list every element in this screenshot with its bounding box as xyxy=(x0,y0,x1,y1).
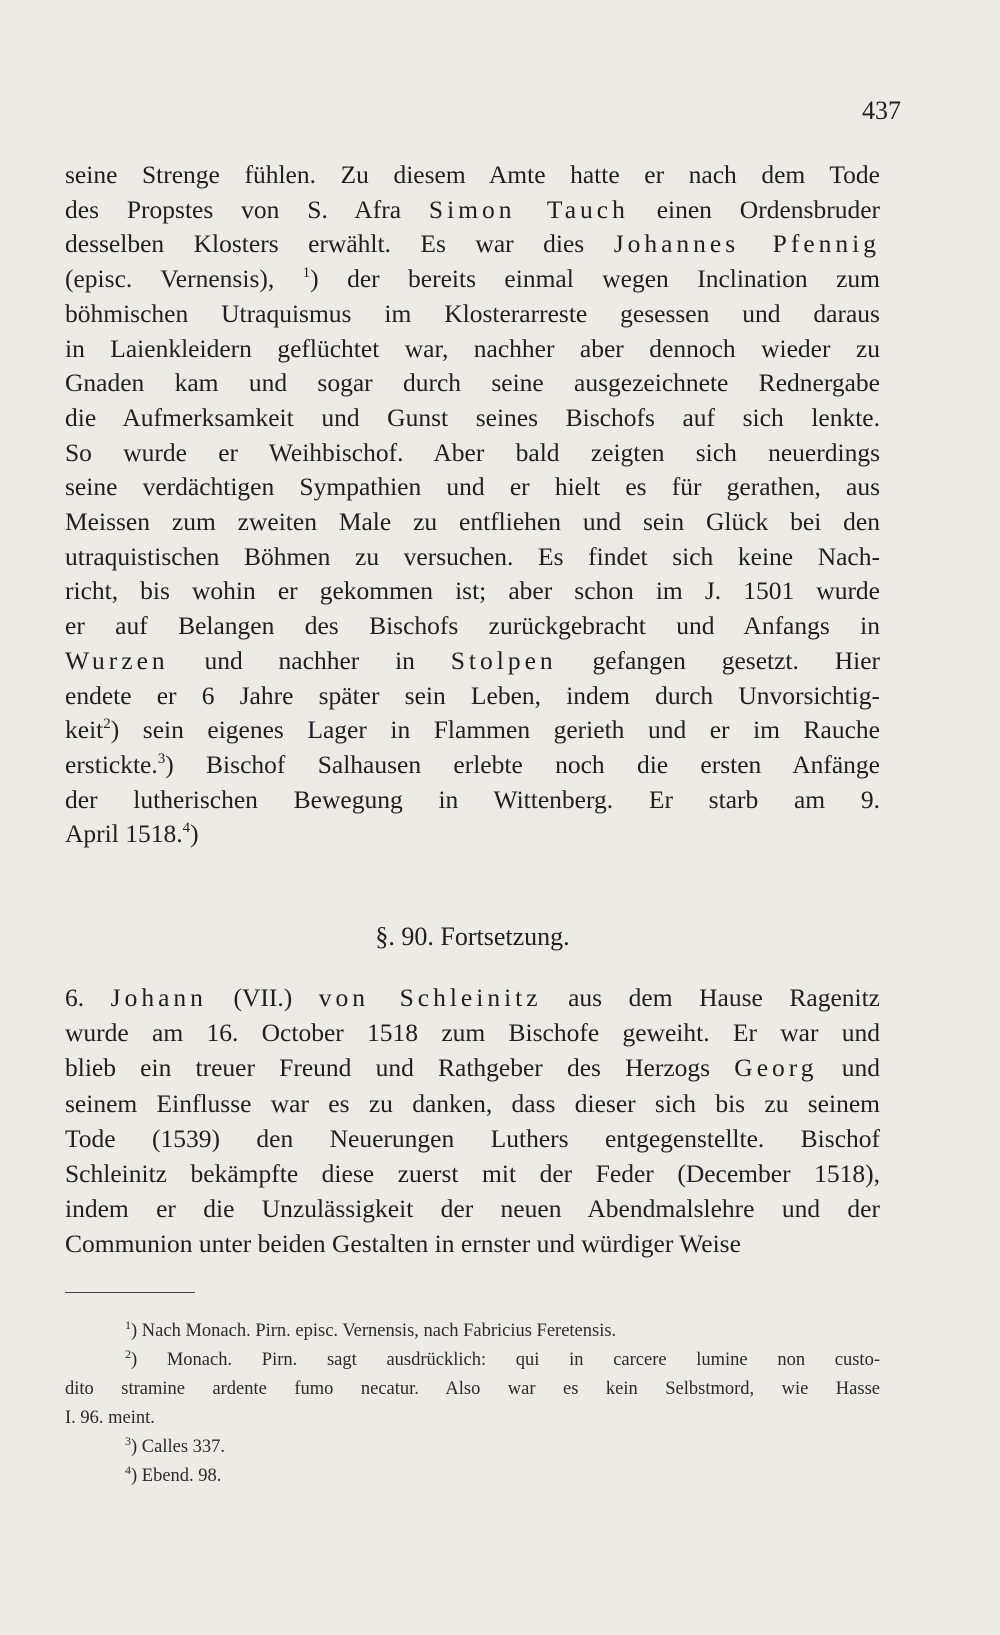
text-line: desselben Klosters erwählt. Es war dies Johannes Pfennig xyxy=(65,229,880,259)
text-line: endete er 6 Jahre später sein Leben, indem durch Unvorsichtig- xyxy=(65,680,880,710)
text-line: erstickte.$^3$) Bischof Salhausen erlebte noch die ersten Anfänge xyxy=(65,749,880,779)
footnote-line: $^1$) Nach Monach. Pirn. episc. Vernensis, nach Fabricius Feretensis. xyxy=(125,1318,617,1341)
footnote-text: dito stramine ardente fumo necatur. Also war es kein Selbstmord, wie Hasse xyxy=(65,1379,880,1399)
spaced-name: Georg xyxy=(734,1053,818,1083)
text-line: Meissen zum zweiten Male zu entfliehen und sein Glück bei den xyxy=(65,507,880,537)
text-line: er auf Belangen des Bischofs zurückgebracht und Anfangs in xyxy=(65,611,880,641)
text-line: Wurzen und nachher in Stolpen gefangen gesetzt. Hier xyxy=(65,645,880,675)
footnote-reference: 3 xyxy=(157,750,166,767)
text-line: So wurde er Weihbischof. Aber bald zeigten sich neuerdings xyxy=(65,437,880,467)
footnote-reference: 4 xyxy=(182,820,191,837)
spaced-name: Wurzen xyxy=(65,645,169,675)
text-line: (episc. Vernensis), $^1$) der bereits einmal wegen Inclination zum xyxy=(65,264,880,294)
section-heading: §. 90. Fortsetzung. xyxy=(375,922,570,951)
page-number: 437 xyxy=(862,96,901,125)
footnote-line: $^3$) Calles 337. xyxy=(125,1434,226,1457)
footnote-text: Nach Monach. Pirn. episc. Vernensis, nach Fabricius Feretensis. xyxy=(141,1321,617,1341)
footnote-line: $^4$) Ebend. 98. xyxy=(125,1463,222,1486)
footnote-text: I. 96. meint. xyxy=(65,1408,155,1428)
footnote-text: Ebend. 98. xyxy=(141,1466,222,1486)
footnote-reference: 1 xyxy=(302,265,311,282)
main-text-block xyxy=(65,158,880,852)
spaced-name: Simon Tauch xyxy=(428,194,629,224)
footnote-text: Calles 337. xyxy=(141,1437,226,1457)
spaced-name: Johannes Pfennig xyxy=(613,229,880,259)
footnote-reference: 2 xyxy=(103,716,111,733)
text-line: seine verdächtigen Sympathien und er hielt es für gerathen, aus xyxy=(65,472,880,502)
text-line: 6. Johann (VII.) von Schleinitz aus dem Hause Ragenitz xyxy=(65,983,880,1012)
text-line: die Aufmerksamkeit und Gunst seines Bischofs auf sich lenkte. xyxy=(65,402,880,432)
section-text-block xyxy=(65,980,880,1262)
footnote-divider xyxy=(65,1292,195,1293)
text-line: des Propstes von S. Afra Simon Tauch einen Ordensbruder xyxy=(65,194,881,224)
footnote-mark: 4 xyxy=(125,1463,131,1477)
footnote-line xyxy=(65,1404,880,1433)
text-line: seine Strenge fühlen. Zu diesem Amte hatte er nach dem Tode xyxy=(65,160,880,189)
footnote-line xyxy=(65,1375,880,1404)
text-line: Tode (1539) den Neuerungen Luthers entgegenstellte. Bischof xyxy=(65,1123,880,1153)
text-line: Schleinitz bekämpfte diese zuerst mit der Feder (December 1518), xyxy=(65,1159,880,1189)
text-line: Gnaden kam und sogar durch seine ausgezeichnete Rednergabe xyxy=(65,368,880,398)
spaced-name: Stolpen xyxy=(450,645,557,675)
text-line: böhmischen Utraquismus im Klosterarreste gesessen und daraus xyxy=(65,298,880,328)
footnote-line: $^2$) Monach. Pirn. sagt ausdrücklich: qui in carcere lumine non custo- xyxy=(125,1347,880,1370)
spaced-name: Johann xyxy=(110,983,207,1012)
footnote-mark: 3 xyxy=(125,1434,131,1448)
text-line: wurde am 16. October 1518 zum Bischofe geweiht. Er war und xyxy=(65,1018,880,1048)
text-line: seinem Einflusse war es zu danken, dass dieser sich bis zu seinem xyxy=(65,1088,880,1118)
text-line: Communion unter beiden Gestalten in ernster und würdiger Weise xyxy=(65,1229,741,1259)
text-line: keit$^2$) sein eigenes Lager in Flammen gerieth und er im Rauche xyxy=(65,715,880,745)
footnote-mark: 1 xyxy=(125,1318,131,1332)
footnotes-block xyxy=(65,1317,880,1491)
text-line: richt, bis wohin er gekommen ist; aber schon im J. 1501 wurde xyxy=(65,576,880,606)
text-line: blieb ein treuer Freund und Rathgeber des Herzogs Georg und xyxy=(65,1053,880,1083)
text-line: utraquistischen Böhmen zu versuchen. Es findet sich keine Nach- xyxy=(65,541,880,571)
text-line: der lutherischen Bewegung in Wittenberg. Er starb am 9. xyxy=(65,784,880,814)
text-line: in Laienkleidern geflüchtet war, nachher aber dennoch wieder zu xyxy=(65,333,880,363)
spaced-name: von Schleinitz xyxy=(318,983,542,1012)
footnote-mark: 2 xyxy=(125,1347,131,1361)
text-line: April 1518.$^4$) xyxy=(65,819,199,849)
footnote-text: Monach. Pirn. sagt ausdrücklich: qui in carcere lumine non custo- xyxy=(166,1350,880,1370)
text-line: indem er die Unzulässigkeit der neuen Abendmalslehre und der xyxy=(65,1194,880,1224)
